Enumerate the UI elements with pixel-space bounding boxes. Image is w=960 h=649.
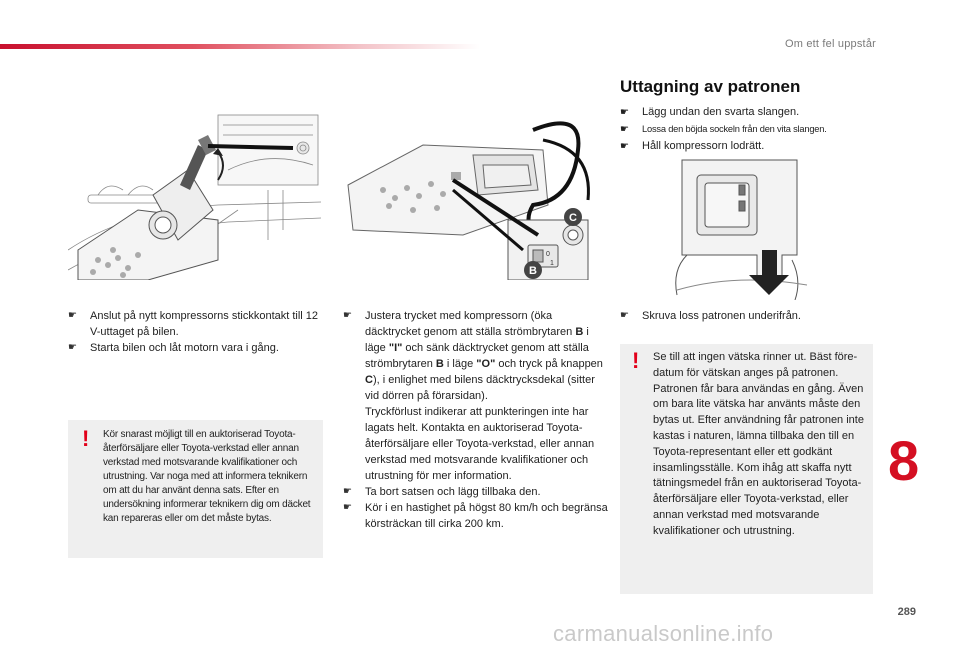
warning-text: Se till att ingen vätska rinner ut. Bäst före-datum för vätskan anges på patronen. Patronen får bara användas en gång. Även om bara lite vätska har använts måste den bytas ut. Efter användning får patronen inte kastas i naturen, lämna tillbaka den till en Toyota-representant eller ett godkänt insamlingsställe. Kom ihåg att skaffa nytt tätningsmedel från en auktoriserad Toyota-återförsäljare eller Toyota-verkstad, eller annan verkstad med motsvarande kvalifikationer och utrustning. xyxy=(653,351,864,537)
chapter-header-title: Om ett fel uppstår xyxy=(784,38,876,50)
list-item: ☛ Starta bilen och låt motorn vara i gång. xyxy=(68,342,279,354)
list-item: ☛ Lägg undan den svarta slangen. xyxy=(620,104,890,121)
pointing-hand-icon: ☛ xyxy=(620,141,629,152)
list-item: ☛ Justera trycket med kompressorn (öka däcktrycket genom att ställa strömbrytaren B i läge "I" och sänk däcktrycket genom att ställa strömbrytaren B i läge "O" och tryck på knappen C), i enlighet med bilens däcktrycksdekal (sitter vid dörren på förarsidan). Tryckförlust indikerar att punkteringen inte har lagats helt. Kontakta en auktoriserad Toyota-återförsäljare eller Toyota-verkstad, eller annan verkstad med motsvarande kvalifikationer och utrustning för mer information. xyxy=(343,310,603,482)
list-item: ☛ Ta bort satsen och lägg tillbaka den. xyxy=(343,486,541,498)
list-item: ☛ Lossa den böjda sockeln från den vita slangen. xyxy=(620,121,890,138)
cartridge-removal-steps xyxy=(620,104,890,155)
warning-icon: ! xyxy=(82,426,90,451)
list-item: ☛ Anslut på nytt kompressorns stickkontakt till 12 V-uttaget på bilen. xyxy=(68,310,319,338)
figure-cartridge-removal-illustration xyxy=(667,155,812,300)
switch-label-zero: 0 xyxy=(546,251,550,258)
list-item: ☛ Skruva loss patronen underifrån. xyxy=(620,310,801,322)
callout-c-label: C xyxy=(569,212,577,224)
chapter-number: 8 xyxy=(888,429,920,492)
header-accent-bar xyxy=(0,44,480,49)
pointing-hand-icon: ☛ xyxy=(68,310,77,321)
column-2-steps xyxy=(343,308,608,532)
figure-compressor-controls xyxy=(343,110,598,280)
warning-icon: ! xyxy=(632,348,640,373)
list-item: ☛ Kör i en hastighet på högst 80 km/h och begränsa körsträckan till cirka 200 km. xyxy=(343,502,608,530)
warning-text: Kör snarast möjligt till en auktoriserad Toyota-återförsäljare eller Toyota-verkstad eller annan verkstad med motsvarande kvalifikationer och utrustning. Var noga med att informera teknikern om att du har använt denna sats. Efter en undersökning informerar teknikern dig om däcket kan repareras eller om det måste bytas. xyxy=(103,429,311,524)
figure-cartridge-removal xyxy=(667,155,812,300)
pointing-hand-icon: ☛ xyxy=(620,124,629,135)
column-3-steps xyxy=(620,308,875,324)
list-item: ☛ Håll kompressorn lodrätt. xyxy=(620,138,890,155)
watermark: carmanualsonline.info xyxy=(553,621,774,646)
pointing-hand-icon: ☛ xyxy=(343,486,352,497)
warning-box-cartridge xyxy=(620,344,873,594)
pointing-hand-icon: ☛ xyxy=(343,502,352,513)
switch-label-one: 1 xyxy=(550,260,554,267)
page-number: 289 xyxy=(897,606,916,618)
pointing-hand-icon: ☛ xyxy=(620,310,629,321)
column-1-steps xyxy=(68,308,323,356)
pointing-hand-icon: ☛ xyxy=(68,342,77,353)
pointing-hand-icon: ☛ xyxy=(620,107,629,118)
figure-plug-compressor xyxy=(68,110,321,280)
pointing-hand-icon: ☛ xyxy=(343,310,352,321)
figure-plug-compressor-illustration xyxy=(68,110,321,280)
warning-box-workshop xyxy=(68,420,323,558)
section-title: Uttagning av patronen xyxy=(620,77,801,96)
arrow-down-icon xyxy=(749,250,789,295)
callout-b-label: B xyxy=(529,265,537,277)
figure-compressor-controls-illustration xyxy=(343,110,598,280)
